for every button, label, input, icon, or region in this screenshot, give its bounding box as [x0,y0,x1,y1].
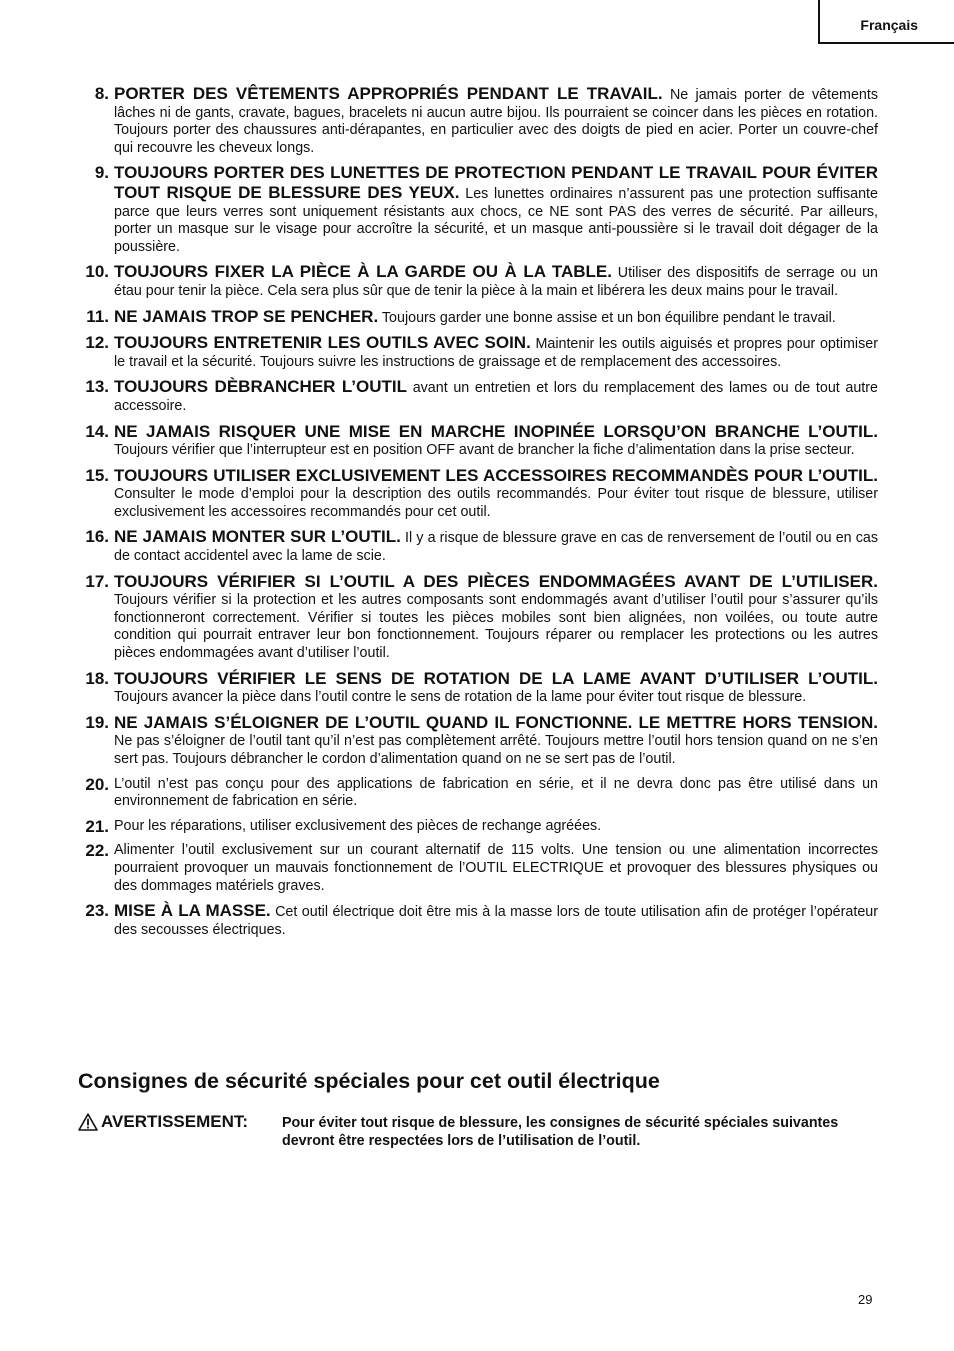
item-number: 21. [85,816,109,836]
list-item [76,164,878,256]
safety-instructions-list [76,85,878,946]
page-number: 29 [858,1292,873,1307]
item-content [109,164,878,256]
item-number: 14. [85,421,109,441]
item-body: Ne pas s’éloigner de l’outil tant qu’il n’est pas complètement arrêté. Toujours mettre l’outil hors tension quand on ne s’en sert pas. Toujours débrancher le cordon d’alimentation quand on ne se sert pas de l’outil. [114,733,878,767]
list-item [76,334,878,371]
item-content [109,423,878,460]
list-item [76,902,878,939]
item-heading: TOUJOURS FIXER LA PIÈCE À LA GARDE OU À LA TABLE. [114,262,612,282]
warning-triangle-icon [78,1113,98,1131]
item-heading: MISE À LA MASSE. [114,901,271,921]
list-item [76,818,878,836]
item-heading: NE JAMAIS MONTER SUR L’OUTIL. [114,527,401,547]
item-body: Les lunettes ordinaires n’assurent pas une protection suffisante parce que leurs verres sont uniquement résistants aux chocs, ce NE sont PAS des verres de sécurité. Par ailleurs, porter un masque sur le visage pour accroître la sécurité, et un masque anti-poussière si le travail doit dégager de la poussière. [114,185,878,255]
item-number: 8. [94,84,109,103]
list-item [76,670,878,707]
item-content [109,818,878,836]
list-item [76,423,878,460]
item-number: 10. [85,262,109,282]
item-body: Maintenir les outils aiguisés et propres pour optimiser le travail et la sécurité. Toujours suivre les instructions de graissage et de remplacement des accessoires. [114,336,878,370]
item-content [109,85,878,157]
item-body: Pour les réparations, utiliser exclusivement des pièces de rechange agréées. [114,817,602,834]
item-heading: NE JAMAIS TROP SE PENCHER. [114,306,379,326]
item-content [109,378,878,415]
item-content [109,842,878,895]
item-body: Il y a risque de blessure grave en cas de renversement de l’outil ou en cas de contact accidentel avec la lame de scie. [114,530,878,565]
item-number: 18. [85,668,109,688]
warning-text: Pour éviter tout risque de blessure, les consignes de sécurité spéciales suivantes devront être respectées lors de l’utilisation de l’outil. [282,1115,839,1149]
item-body: Ne jamais porter de vêtements lâches ni de gants, cravate, bagues, bracelets ni aucun autre bijou. Ils pourraient se coincer dans les pièces en rotation. Toujours porter des chaussures anti-dérapantes, en particulier avec des doigts de pied en acier. Porter un couvre-chef qui recouvre les cheveux longs. [114,87,878,156]
item-body: Toujours vérifier si la protection et les autres composants sont endommagés avant d’utiliser l’outil pour s’assurer qu’ils fonctionneront correctement. Vérifier si toutes les pièces mobiles sont bien alignées, non voilées, ou toute autre condition qui pourrait entraver leur bon fonctionnement. Toujours réparer ou remplacer les protections ou les autres pièces endommagées avant d’utiliser l’outil. [114,592,878,662]
item-content [109,714,878,769]
item-body: Cet outil électrique doit être mis à la masse lors de toute utilisation afin de protéger l’opérateur des secousses électriques. [114,904,878,938]
item-content [109,902,878,939]
section-title: Consignes de sécurité spéciales pour cet outil électrique [78,1069,660,1093]
warning-label: AVERTISSEMENT: [101,1112,249,1131]
language-tab [818,0,954,44]
item-body: Toujours vérifier que l’interrupteur est en position OFF avant de brancher la fiche d’alimentation dans la prise secteur. [114,442,855,459]
item-number: 20. [85,774,109,794]
item-number: 9. [94,163,109,183]
list-item [76,85,878,157]
warning-label-group [78,1112,282,1150]
item-number: 15. [85,465,109,485]
item-body: Consulter le mode d’emploi pour la description des outils recommandés. Pour éviter tout risque de blessure, utiliser exclusivement les accessoires recommandés pour cet outil. [114,486,878,520]
list-item [76,528,878,565]
item-number: 22. [85,841,109,861]
list-item [76,308,878,328]
item-heading: NE JAMAIS RISQUER UNE MISE EN MARCHE INOPINÉE LORSQU’ON BRANCHE L’OUTIL. [114,421,878,441]
item-number: 19. [85,712,109,732]
list-item [76,573,878,663]
list-item [76,842,878,895]
item-heading: TOUJOURS VÉRIFIER SI L’OUTIL A DES PIÈCES ENDOMMAGÉES AVANT DE L’UTILISER. [114,571,878,591]
item-number: 16. [85,527,109,547]
item-content [109,573,878,663]
item-content [109,308,878,328]
item-body: Alimenter l’outil exclusivement sur un courant alternatif de 115 volts. Une tension ou une alimentation incorrectes pourraient provoquer un mauvais fonctionnement de l’OUTIL ELECTRIQUE et provoquer des blessures physiques ou des dommages matériels graves. [114,842,878,894]
item-number: 17. [85,571,109,591]
item-content [109,467,878,522]
item-heading: TOUJOURS PORTER DES LUNETTES DE PROTECTION PENDANT LE TRAVAIL POUR ÉVITER TOUT RISQUE DE BLESSURE DES YEUX. [114,163,878,202]
item-content [109,334,878,371]
list-item [76,263,878,300]
item-number: 12. [85,333,109,353]
item-heading: NE JAMAIS S’ÉLOIGNER DE L’OUTIL QUAND IL FONCTIONNE. LE METTRE HORS TENSION. [114,712,878,732]
item-heading: TOUJOURS DÈBRANCHER L’OUTIL [114,377,408,397]
list-item [76,776,878,811]
item-body: L’outil n’est pas conçu pour des applications de fabrication en série, et il ne devra donc pas être utilisé dans un environnement de fabrication en série. [114,775,878,810]
item-content [109,528,878,565]
item-heading: TOUJOURS ENTRETENIR LES OUTILS AVEC SOIN. [114,333,531,353]
item-heading: TOUJOURS VÉRIFIER LE SENS DE ROTATION DE LA LAME AVANT D’UTILISER L’OUTIL. [114,668,878,688]
warning-block [78,1112,878,1150]
item-body: Toujours avancer la pièce dans l’outil contre le sens de rotation de la lame pour éviter tout risque de blessure. [114,689,807,706]
item-body: Toujours garder une bonne assise et un bon équilibre pendant le travail. [381,309,836,326]
list-item [76,714,878,769]
language-label: Français [860,17,918,33]
list-item [76,467,878,522]
item-content [109,776,878,811]
item-content [109,263,878,300]
item-heading: PORTER DES VÊTEMENTS APPROPRIÉS PENDANT LE TRAVAIL. [114,84,663,103]
item-number: 23. [85,901,109,921]
item-heading: TOUJOURS UTILISER EXCLUSIVEMENT LES ACCESSOIRES RECOMMANDÈS POUR L’OUTIL. [114,465,878,485]
item-number: 11. [86,306,109,326]
item-body: avant un entretien et lors du remplacement des lames ou de tout autre accessoire. [114,380,878,414]
item-content [109,670,878,707]
item-number: 13. [85,377,109,397]
list-item [76,378,878,415]
item-body: Utiliser des dispositifs de serrage ou un étau pour tenir la pièce. Cela sera plus sûr que de tenir la pièce à la main et libérera les deux mains pour le travail. [114,265,878,299]
